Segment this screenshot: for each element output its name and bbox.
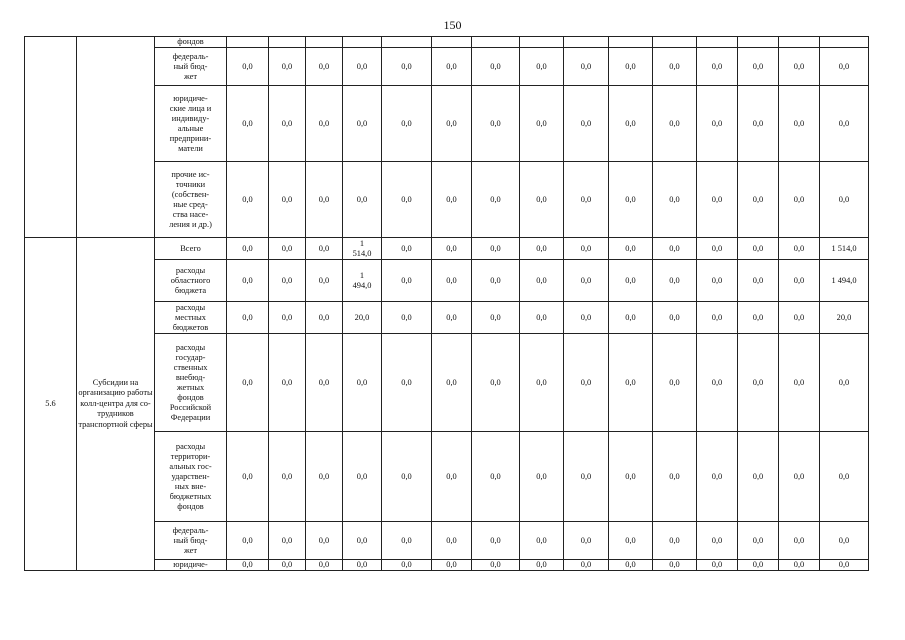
value-cell: 0,0 [432,522,472,560]
value-cell: 0,0 [520,162,564,238]
value-cell: 0,0 [382,260,432,302]
value-cell: 0,0 [432,86,472,162]
value-cell: 0,0 [697,162,738,238]
value-cell: 0,0 [609,48,653,86]
value-cell: 0,0 [306,260,343,302]
section-number-cell: 5.6 [25,238,77,571]
value-cell: 0,0 [227,86,269,162]
value-cell: 0,0 [653,162,697,238]
value-cell: 0,0 [653,334,697,432]
value-cell: 0,0 [269,334,306,432]
value-cell: 0,0 [227,432,269,522]
value-cell: 0,0 [520,560,564,571]
value-cell: 0,0 [472,560,520,571]
value-cell [564,37,609,48]
value-cell: 0,0 [738,522,779,560]
value-cell: 0,0 [306,522,343,560]
value-cell: 0,0 [779,432,820,522]
value-cell [227,37,269,48]
value-cell: 0,0 [382,302,432,334]
value-cell: 0,0 [227,334,269,432]
value-cell: 0,0 [343,86,382,162]
value-cell: 0,0 [269,522,306,560]
value-cell: 0,0 [779,334,820,432]
funding-source-cell: Всего [155,238,227,260]
value-cell: 0,0 [520,48,564,86]
value-cell [343,37,382,48]
funding-source-cell: федераль- ный бюд- жет [155,522,227,560]
value-cell: 0,0 [472,302,520,334]
funding-source-cell: федераль- ный бюд- жет [155,48,227,86]
value-cell: 0,0 [520,302,564,334]
value-cell: 0,0 [269,238,306,260]
value-cell: 0,0 [472,48,520,86]
value-cell: 0,0 [738,86,779,162]
value-cell: 0,0 [432,162,472,238]
value-cell: 0,0 [306,302,343,334]
value-cell: 0,0 [382,48,432,86]
value-cell: 0,0 [432,432,472,522]
value-cell [738,37,779,48]
value-cell: 0,0 [697,334,738,432]
value-cell: 0,0 [564,302,609,334]
value-cell: 0,0 [227,302,269,334]
value-cell: 0,0 [382,560,432,571]
value-cell: 0,0 [779,86,820,162]
value-cell: 0,0 [382,238,432,260]
value-cell: 0,0 [306,560,343,571]
value-cell: 0,0 [472,522,520,560]
value-cell: 0,0 [227,260,269,302]
value-cell: 0,0 [472,238,520,260]
value-cell: 0,0 [820,86,869,162]
value-cell: 0,0 [227,522,269,560]
value-cell: 0,0 [432,48,472,86]
value-cell: 0,0 [343,48,382,86]
value-cell: 0,0 [269,48,306,86]
value-cell: 0,0 [269,86,306,162]
value-cell: 0,0 [306,48,343,86]
value-cell: 0,0 [269,162,306,238]
value-cell: 0,0 [269,260,306,302]
value-cell: 0,0 [609,162,653,238]
value-cell: 0,0 [738,302,779,334]
funding-source-cell: юридиче- ские лица и индивиду- альные предприни- матели [155,86,227,162]
value-cell: 0,0 [820,522,869,560]
value-cell [820,37,869,48]
value-cell: 0,0 [779,560,820,571]
value-cell: 0,0 [779,48,820,86]
value-cell: 0,0 [653,260,697,302]
value-cell: 0,0 [697,260,738,302]
value-cell [697,37,738,48]
value-cell: 0,0 [609,522,653,560]
value-cell: 0,0 [269,432,306,522]
value-cell: 0,0 [227,560,269,571]
value-cell: 0,0 [227,162,269,238]
budget-table [24,36,869,571]
value-cell: 0,0 [738,260,779,302]
value-cell: 0,0 [564,48,609,86]
value-cell [520,37,564,48]
funding-source-cell: расходы областного бюджета [155,260,227,302]
value-cell: 0,0 [520,522,564,560]
value-cell: 0,0 [269,302,306,334]
value-cell: 0,0 [520,238,564,260]
table-row [25,37,869,48]
value-cell: 0,0 [472,432,520,522]
value-cell: 0,0 [382,432,432,522]
value-cell: 0,0 [432,238,472,260]
value-cell: 0,0 [609,334,653,432]
value-cell: 0,0 [432,334,472,432]
value-cell: 0,0 [432,260,472,302]
value-cell: 0,0 [697,302,738,334]
value-cell: 0,0 [738,432,779,522]
funding-source-cell: расходы территори- альных гос- ударствен- ных вне- бюджетных фондов [155,432,227,522]
funding-source-cell: прочие ис- точники (собствен- ные сред- ства насе- ления и др.) [155,162,227,238]
value-cell [779,37,820,48]
value-cell: 0,0 [343,162,382,238]
value-cell: 0,0 [306,86,343,162]
value-cell [432,37,472,48]
value-cell: 0,0 [564,260,609,302]
value-cell: 0,0 [609,260,653,302]
value-cell: 0,0 [306,432,343,522]
value-cell: 1 514,0 [343,238,382,260]
funding-source-cell: фондов [155,37,227,48]
value-cell: 20,0 [820,302,869,334]
value-cell: 0,0 [738,560,779,571]
value-cell: 0,0 [779,238,820,260]
value-cell: 0,0 [382,86,432,162]
value-cell: 0,0 [564,560,609,571]
table-row [25,238,869,260]
value-cell [609,37,653,48]
value-cell: 0,0 [820,162,869,238]
value-cell: 0,0 [432,302,472,334]
value-cell: 0,0 [382,162,432,238]
value-cell: 0,0 [520,260,564,302]
value-cell: 0,0 [306,238,343,260]
row-number-cell [25,37,77,238]
value-cell: 0,0 [779,522,820,560]
value-cell: 0,0 [653,302,697,334]
value-cell: 0,0 [697,48,738,86]
value-cell: 0,0 [432,560,472,571]
value-cell: 0,0 [609,432,653,522]
value-cell: 0,0 [382,334,432,432]
value-cell: 0,0 [820,48,869,86]
value-cell: 0,0 [697,238,738,260]
value-cell: 0,0 [382,522,432,560]
value-cell [472,37,520,48]
value-cell [269,37,306,48]
value-cell: 0,0 [820,334,869,432]
value-cell: 0,0 [269,560,306,571]
value-cell: 0,0 [738,48,779,86]
value-cell: 0,0 [227,48,269,86]
funding-source-cell: расходы местных бюджетов [155,302,227,334]
value-cell: 0,0 [609,238,653,260]
value-cell: 0,0 [653,560,697,571]
value-cell: 0,0 [306,162,343,238]
value-cell: 0,0 [779,260,820,302]
value-cell: 1 494,0 [820,260,869,302]
value-cell: 0,0 [738,162,779,238]
value-cell [382,37,432,48]
value-cell: 0,0 [609,560,653,571]
value-cell: 0,0 [343,522,382,560]
value-cell: 0,0 [520,86,564,162]
section-name-cell: Субсидии на организацию работы колл-центра для со-трудников транспортной сферы [77,238,155,571]
value-cell: 1 494,0 [343,260,382,302]
value-cell [653,37,697,48]
value-cell: 0,0 [697,432,738,522]
funding-source-cell: расходы государ- ственных внебюд- жетных фондов Российской Федерации [155,334,227,432]
value-cell: 0,0 [520,432,564,522]
value-cell: 0,0 [472,260,520,302]
value-cell: 0,0 [779,302,820,334]
value-cell: 0,0 [697,522,738,560]
value-cell: 0,0 [653,48,697,86]
value-cell: 0,0 [609,302,653,334]
value-cell: 0,0 [564,432,609,522]
value-cell [306,37,343,48]
value-cell: 0,0 [653,238,697,260]
value-cell: 0,0 [564,162,609,238]
value-cell: 0,0 [564,522,609,560]
value-cell: 0,0 [472,86,520,162]
value-cell: 0,0 [520,334,564,432]
value-cell: 0,0 [227,238,269,260]
value-cell: 1 514,0 [820,238,869,260]
value-cell: 0,0 [343,334,382,432]
funding-source-cell: юридиче- [155,560,227,571]
value-cell: 0,0 [820,560,869,571]
value-cell: 0,0 [343,432,382,522]
item-name-cell [77,37,155,238]
value-cell: 0,0 [697,560,738,571]
value-cell: 0,0 [472,162,520,238]
value-cell: 0,0 [697,86,738,162]
value-cell: 0,0 [653,522,697,560]
value-cell: 0,0 [564,238,609,260]
value-cell: 0,0 [738,238,779,260]
value-cell: 0,0 [653,86,697,162]
value-cell: 0,0 [306,334,343,432]
value-cell: 0,0 [653,432,697,522]
value-cell: 0,0 [343,560,382,571]
value-cell: 0,0 [820,432,869,522]
value-cell: 0,0 [564,86,609,162]
value-cell: 20,0 [343,302,382,334]
page-number: 150 [443,18,462,32]
value-cell: 0,0 [779,162,820,238]
value-cell: 0,0 [564,334,609,432]
value-cell: 0,0 [472,334,520,432]
value-cell: 0,0 [609,86,653,162]
value-cell: 0,0 [738,334,779,432]
